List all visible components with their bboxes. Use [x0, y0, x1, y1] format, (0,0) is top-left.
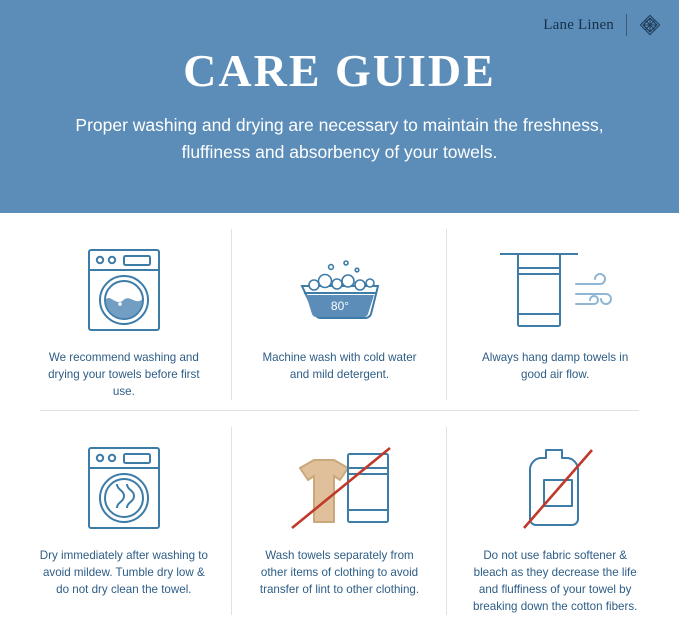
care-tips-row-1	[16, 213, 663, 410]
care-tips-row-2	[16, 411, 663, 625]
page-subtitle: Proper washing and drying are necessary to maintain the freshness, fluffiness and absorbency of your towels.	[75, 115, 604, 162]
brand-divider	[626, 14, 627, 36]
no-fabric-softener-icon	[500, 429, 610, 547]
care-tips-grid	[0, 213, 679, 625]
care-tip-item-3	[447, 213, 663, 410]
care-tip-item-1	[16, 213, 232, 410]
prohibition-slash	[292, 448, 390, 528]
wash-basin-temperature-icon	[284, 231, 396, 349]
care-tip-text: Do not use fabric softener & bleach as they decrease the life and fluffiness of your towel by breaking down the cotton fibers.	[473, 549, 638, 613]
care-tip-item-2	[232, 213, 448, 410]
care-tip-item-4	[16, 411, 232, 625]
care-tip-item-5	[232, 411, 448, 625]
brand-lockup	[543, 14, 661, 36]
care-tip-item-6	[447, 411, 663, 625]
page-title: CARE GUIDE	[183, 45, 496, 96]
care-tip-text: Machine wash with cold water and mild detergent.	[262, 351, 417, 381]
diamond-knot-logo-icon	[639, 14, 661, 36]
hanging-towel-airflow-icon	[490, 231, 620, 349]
tumble-dryer-icon	[79, 429, 169, 547]
care-tip-text: Dry immediately after washing to avoid mildew. Tumble dry low & do not dry clean the towel.	[39, 549, 208, 596]
temperature-badge-label: 80°	[330, 299, 349, 313]
brand-name: Lane Linen	[543, 16, 614, 33]
care-tip-text: Wash towels separately from other items of clothing to avoid transfer of lint to other clothing.	[259, 549, 420, 596]
no-mixed-laundry-icon	[270, 429, 410, 547]
care-tip-text: Always hang damp towels in good air flow.	[482, 351, 629, 381]
care-tip-text: We recommend washing and drying your towels before first use.	[48, 351, 200, 398]
header-banner	[0, 0, 679, 213]
washing-machine-icon	[79, 231, 169, 349]
